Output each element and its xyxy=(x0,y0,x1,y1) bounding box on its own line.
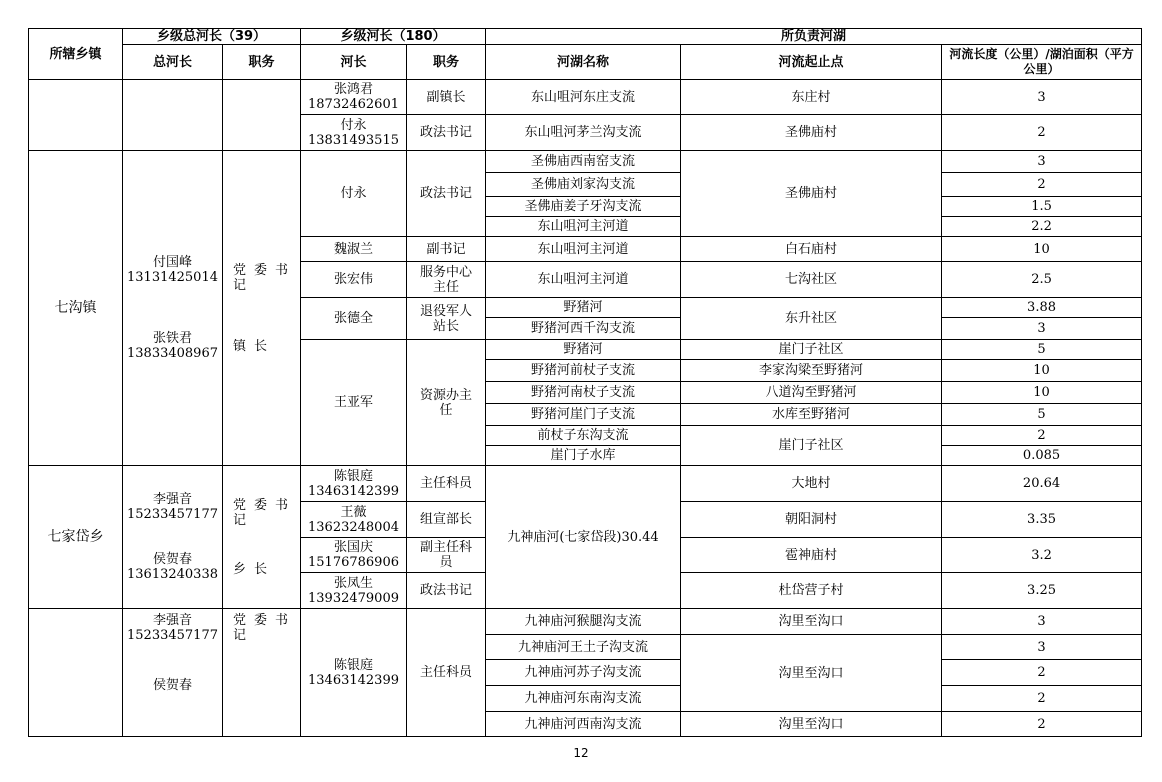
river-chief-cell: 陈银庭 13463142399 xyxy=(301,609,407,737)
river-chief-cell: 魏淑兰 xyxy=(301,237,407,262)
chief-cell-empty xyxy=(123,80,223,151)
river-name-cell: 野猪河 xyxy=(486,340,681,360)
header-duty2: 职务 xyxy=(407,45,486,80)
river-chief-cell: 张宏伟 xyxy=(301,262,407,298)
length-cell: 2 xyxy=(942,660,1142,686)
duty-cell: 副书记 xyxy=(407,237,486,262)
start-end-cell: 李家沟梁至野猪河 xyxy=(681,360,942,382)
chief-name: 侯贺春 xyxy=(152,678,192,693)
length-cell: 10 xyxy=(942,360,1142,382)
river-chief-table xyxy=(28,28,1142,737)
duty-cell: 资源办主 任 xyxy=(407,340,486,466)
start-end-cell: 东庄村 xyxy=(681,80,942,115)
header-start-end: 河流起止点 xyxy=(681,45,942,80)
start-end-cell: 八道沟至野猪河 xyxy=(681,382,942,404)
river-name-cell: 前杖子东沟支流 xyxy=(486,426,681,446)
length-cell: 10 xyxy=(942,382,1142,404)
river-name-cell: 东山咀河茅兰沟支流 xyxy=(486,115,681,151)
length-cell: 1.5 xyxy=(942,197,1142,217)
river-chief-cell: 陈银庭 13463142399 xyxy=(301,466,407,502)
start-end-cell: 朝阳洞村 xyxy=(681,502,942,538)
length-cell: 3 xyxy=(942,609,1142,635)
duty-cell-empty xyxy=(223,80,301,151)
duty-cell: 政法书记 xyxy=(407,573,486,609)
start-end-cell: 崖门子社区 xyxy=(681,426,942,466)
header-chief: 总河长 xyxy=(123,45,223,80)
length-cell: 2 xyxy=(942,712,1142,737)
duty-cell: 副主任科 员 xyxy=(407,538,486,573)
chief-cell xyxy=(123,151,223,466)
town-name-cell: 七沟镇 xyxy=(29,151,123,466)
river-name-cell: 九神庙河东南沟支流 xyxy=(486,686,681,712)
river-name-cell: 九神庙河苏子沟支流 xyxy=(486,660,681,686)
chief-name: 李强音 15233457177 xyxy=(127,613,218,643)
length-cell: 3 xyxy=(942,635,1142,660)
river-name-cell: 东山咀河主河道 xyxy=(486,217,681,237)
river-name-cell: 圣佛庙姜子牙沟支流 xyxy=(486,197,681,217)
page-number: 12 xyxy=(573,746,589,760)
river-name-cell: 圣佛庙西南窑支流 xyxy=(486,151,681,173)
chief-cell xyxy=(123,609,223,737)
header-township-river-chief-group: 乡级河长（180） xyxy=(301,29,486,45)
duty-text: 党委书 记 xyxy=(233,497,297,528)
length-cell: 2 xyxy=(942,115,1142,151)
river-name-cell: 野猪河西千沟支流 xyxy=(486,318,681,340)
header-length: 河流长度（公里）/湖泊面积（平方公里） xyxy=(942,45,1142,80)
start-end-cell: 杜岱营子村 xyxy=(681,573,942,609)
length-cell: 3 xyxy=(942,80,1142,115)
length-cell: 3 xyxy=(942,318,1142,340)
river-name-cell: 野猪河前杖子支流 xyxy=(486,360,681,382)
river-name-cell: 九神庙河(七家岱段)30.44 xyxy=(486,466,681,609)
duty-cell xyxy=(223,151,301,466)
length-cell: 2 xyxy=(942,173,1142,197)
length-cell: 3.25 xyxy=(942,573,1142,609)
river-name-cell: 东山咀河东庄支流 xyxy=(486,80,681,115)
duty-cell: 主任科员 xyxy=(407,466,486,502)
river-chief-cell: 张鸿君 18732462601 xyxy=(301,80,407,115)
length-cell: 20.64 xyxy=(942,466,1142,502)
header-responsible-rivers: 所负责河湖 xyxy=(486,29,1142,45)
town-name-cell xyxy=(29,609,123,737)
duty-cell: 政法书记 xyxy=(407,115,486,151)
start-end-cell: 东升社区 xyxy=(681,298,942,340)
length-cell: 5 xyxy=(942,340,1142,360)
river-chief-cell: 张德全 xyxy=(301,298,407,340)
start-end-cell: 圣佛庙村 xyxy=(681,115,942,151)
duty-cell: 服务中心 主任 xyxy=(407,262,486,298)
chief-name: 张铁君 13833408967 xyxy=(127,331,218,361)
river-chief-cell: 王亚军 xyxy=(301,340,407,466)
river-chief-cell: 付永 xyxy=(301,151,407,237)
length-cell: 2.5 xyxy=(942,262,1142,298)
start-end-cell: 沟里至沟口 xyxy=(681,635,942,712)
river-name-cell: 野猪河南杖子支流 xyxy=(486,382,681,404)
start-end-cell: 雹神庙村 xyxy=(681,538,942,573)
duty-text: 乡长 xyxy=(233,561,276,577)
duty-cell: 主任科员 xyxy=(407,609,486,737)
river-name-cell: 九神庙河王土子沟支流 xyxy=(486,635,681,660)
chief-name: 李强音 15233457177 xyxy=(127,492,218,522)
duty-cell: 组宣部长 xyxy=(407,502,486,538)
duty-text: 镇长 xyxy=(233,338,276,354)
length-cell: 0.085 xyxy=(942,446,1142,466)
header-duty: 职务 xyxy=(223,45,301,80)
length-cell: 3.2 xyxy=(942,538,1142,573)
length-cell: 10 xyxy=(942,237,1142,262)
river-chief-cell: 张凤生 13932479009 xyxy=(301,573,407,609)
duty-cell: 退役军人 站长 xyxy=(407,298,486,340)
length-cell: 3 xyxy=(942,151,1142,173)
river-chief-cell: 王薇 13623248004 xyxy=(301,502,407,538)
start-end-cell: 崖门子社区 xyxy=(681,340,942,360)
start-end-cell: 大地村 xyxy=(681,466,942,502)
duty-cell xyxy=(223,466,301,609)
duty-cell xyxy=(223,609,301,737)
river-name-cell: 野猪河崖门子支流 xyxy=(486,404,681,426)
river-name-cell: 野猪河 xyxy=(486,298,681,318)
header-river-chief: 河长 xyxy=(301,45,407,80)
start-end-cell: 七沟社区 xyxy=(681,262,942,298)
river-name-cell: 九神庙河西南沟支流 xyxy=(486,712,681,737)
header-river-name: 河湖名称 xyxy=(486,45,681,80)
river-name-cell: 东山咀河主河道 xyxy=(486,262,681,298)
length-cell: 2 xyxy=(942,686,1142,712)
header-town: 所辖乡镇 xyxy=(29,29,123,80)
length-cell: 5 xyxy=(942,404,1142,426)
river-name-cell: 崖门子水库 xyxy=(486,446,681,466)
start-end-cell: 水库至野猪河 xyxy=(681,404,942,426)
start-end-cell: 白石庙村 xyxy=(681,237,942,262)
river-name-cell: 九神庙河猴腿沟支流 xyxy=(486,609,681,635)
duty-cell: 副镇长 xyxy=(407,80,486,115)
start-end-cell: 圣佛庙村 xyxy=(681,151,942,237)
chief-name: 付国峰 13131425014 xyxy=(127,255,218,285)
duty-text: 党委书 记 xyxy=(233,262,297,293)
length-cell: 3.35 xyxy=(942,502,1142,538)
length-cell: 2 xyxy=(942,426,1142,446)
river-chief-cell: 付永 13831493515 xyxy=(301,115,407,151)
duty-text: 党委书 记 xyxy=(233,613,297,643)
header-township-chief-group: 乡级总河长（39） xyxy=(123,29,301,45)
town-cell-empty xyxy=(29,80,123,151)
duty-cell: 政法书记 xyxy=(407,151,486,237)
river-name-cell: 圣佛庙刘家沟支流 xyxy=(486,173,681,197)
town-name-cell: 七家岱乡 xyxy=(29,466,123,609)
chief-name: 侯贺春 13613240338 xyxy=(127,552,218,582)
start-end-cell: 沟里至沟口 xyxy=(681,609,942,635)
river-chief-cell: 张国庆 15176786906 xyxy=(301,538,407,573)
length-cell: 2.2 xyxy=(942,217,1142,237)
start-end-cell: 沟里至沟口 xyxy=(681,712,942,737)
chief-cell xyxy=(123,466,223,609)
length-cell: 3.88 xyxy=(942,298,1142,318)
river-name-cell: 东山咀河主河道 xyxy=(486,237,681,262)
